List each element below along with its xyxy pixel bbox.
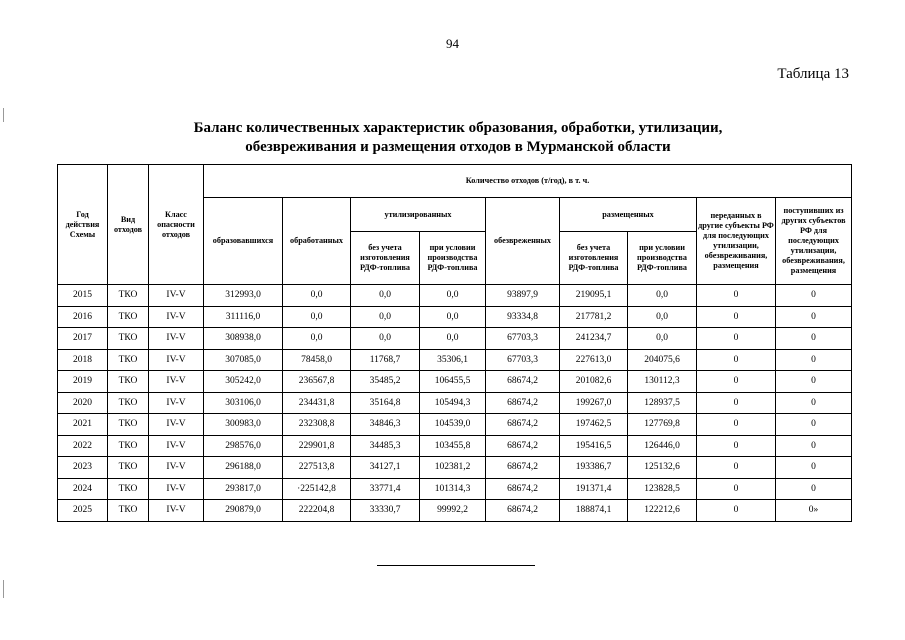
table-cell: 305242,0 (204, 371, 283, 393)
table-cell: 0 (776, 392, 852, 414)
table-cell: 0 (776, 478, 852, 500)
table-row (58, 435, 852, 457)
table-cell: 68674,2 (486, 457, 560, 479)
table-cell: 106455,5 (420, 371, 486, 393)
table-cell: 0,0 (628, 306, 697, 328)
header-utilized: утилизированных (351, 198, 486, 232)
header-neutralized: обезвреженных (486, 198, 560, 285)
table-cell: ТКО (108, 457, 149, 479)
table-cell: 35485,2 (351, 371, 420, 393)
table-cell: 217781,2 (560, 306, 628, 328)
table-cell: 296188,0 (204, 457, 283, 479)
header-generated: образовавшихся (204, 198, 283, 285)
header-transferred: переданных в другие субъекты РФ для последующих утилизации, обезвреживания, размещения (697, 198, 776, 285)
header-placed-without-rdf: без учета изготовления РДФ-топлива (560, 232, 628, 285)
table-cell: 125132,6 (628, 457, 697, 479)
table-cell: ТКО (108, 414, 149, 436)
table-cell: 236567,8 (283, 371, 351, 393)
table-cell: 0 (697, 328, 776, 350)
table-cell: 0 (697, 392, 776, 414)
table-cell: 199267,0 (560, 392, 628, 414)
table-cell: 312993,0 (204, 285, 283, 307)
table-cell: 0,0 (283, 328, 351, 350)
scan-mark (3, 108, 4, 122)
table-cell: 229901,8 (283, 435, 351, 457)
table-row (58, 328, 852, 350)
table-cell: 0 (697, 285, 776, 307)
table-cell: 241234,7 (560, 328, 628, 350)
table-cell: 33330,7 (351, 500, 420, 522)
table-row (58, 478, 852, 500)
table-cell: 2021 (58, 414, 108, 436)
header-utilized-without-rdf: без учета изготовления РДФ-топлива (351, 232, 420, 285)
header-processed: обработанных (283, 198, 351, 285)
table-cell: 0,0 (283, 285, 351, 307)
table-cell: 2020 (58, 392, 108, 414)
table-row (58, 392, 852, 414)
table-cell: ТКО (108, 306, 149, 328)
table-cell: 68674,2 (486, 392, 560, 414)
title-line-1: Баланс количественных характеристик образования, обработки, утилизации, (193, 120, 723, 136)
table-cell: 34846,3 (351, 414, 420, 436)
table-cell: 0 (697, 457, 776, 479)
table-cell: 197462,5 (560, 414, 628, 436)
table-cell: 0,0 (628, 328, 697, 350)
table-cell: 104539,0 (420, 414, 486, 436)
table-cell: 99992,2 (420, 500, 486, 522)
table-cell: 303106,0 (204, 392, 283, 414)
table-cell: 2018 (58, 349, 108, 371)
table-cell: 0 (697, 414, 776, 436)
table-cell: 102381,2 (420, 457, 486, 479)
table-cell: 101314,3 (420, 478, 486, 500)
table-cell: 0 (697, 478, 776, 500)
table-cell: 2024 (58, 478, 108, 500)
table-cell: 126446,0 (628, 435, 697, 457)
table-cell: 0» (776, 500, 852, 522)
table-cell: ТКО (108, 285, 149, 307)
table-cell: IV-V (149, 500, 204, 522)
table-cell: 68674,2 (486, 435, 560, 457)
scan-mark (3, 580, 4, 598)
table-cell: IV-V (149, 392, 204, 414)
table-cell: 68674,2 (486, 478, 560, 500)
table-cell: 227613,0 (560, 349, 628, 371)
header-received: поступивших из других субъектов РФ для последующих утилизации, обезвреживания, размещения (776, 198, 852, 285)
table-cell: 67703,3 (486, 328, 560, 350)
table-cell: 0,0 (351, 306, 420, 328)
table-cell: 298576,0 (204, 435, 283, 457)
table-row (58, 414, 852, 436)
table-cell: 122212,6 (628, 500, 697, 522)
table-cell: 0 (776, 457, 852, 479)
table-cell: 78458,0 (283, 349, 351, 371)
table-cell: 103455,8 (420, 435, 486, 457)
table-cell: 34127,1 (351, 457, 420, 479)
table-cell: 193386,7 (560, 457, 628, 479)
table-cell: 2019 (58, 371, 108, 393)
table-cell: 93897,9 (486, 285, 560, 307)
table-cell: 0 (776, 306, 852, 328)
table-cell: 0 (776, 349, 852, 371)
table-cell: 33771,4 (351, 478, 420, 500)
table-cell: 2016 (58, 306, 108, 328)
header-placed-with-rdf: при условии производства РДФ-топлива (628, 232, 697, 285)
table-cell: 67703,3 (486, 349, 560, 371)
header-year: Год действия Схемы (58, 165, 108, 285)
table-cell: 2015 (58, 285, 108, 307)
table-body (58, 285, 852, 522)
header-hazard-class: Класс опасности отходов (149, 165, 204, 285)
table-cell: 234431,8 (283, 392, 351, 414)
table-cell: IV-V (149, 435, 204, 457)
table-cell: 0 (697, 306, 776, 328)
table-row (58, 349, 852, 371)
table-cell: 35164,8 (351, 392, 420, 414)
table-cell: 201082,6 (560, 371, 628, 393)
table-cell: 128937,5 (628, 392, 697, 414)
table-cell: IV-V (149, 457, 204, 479)
table-cell: 2022 (58, 435, 108, 457)
table-cell: 0,0 (420, 306, 486, 328)
table-cell: 307085,0 (204, 349, 283, 371)
table-cell: 0 (776, 285, 852, 307)
table-cell: 0,0 (420, 285, 486, 307)
table-cell: 0 (776, 371, 852, 393)
header-waste-type: Вид отходов (108, 165, 149, 285)
table-cell: 0,0 (628, 285, 697, 307)
table-cell: 227513,8 (283, 457, 351, 479)
table-cell: 0 (697, 371, 776, 393)
table-cell: ТКО (108, 478, 149, 500)
title-line-2: обезвреживания и размещения отходов в Мурманской области (245, 139, 671, 155)
table-cell: 0 (776, 435, 852, 457)
table-cell: 219095,1 (560, 285, 628, 307)
table-cell: 130112,3 (628, 371, 697, 393)
header-placed: размещенных (560, 198, 697, 232)
table-cell: 204075,6 (628, 349, 697, 371)
table-cell: 123828,5 (628, 478, 697, 500)
table-row (58, 306, 852, 328)
table-cell: IV-V (149, 478, 204, 500)
table-cell: 0 (697, 349, 776, 371)
table-row (58, 285, 852, 307)
table-label: Таблица 13 (777, 66, 849, 82)
table-cell: 68674,2 (486, 371, 560, 393)
table-cell: 232308,8 (283, 414, 351, 436)
table-cell: 311116,0 (204, 306, 283, 328)
table-cell: IV-V (149, 349, 204, 371)
table-cell: 0 (697, 500, 776, 522)
table-cell: 188874,1 (560, 500, 628, 522)
table-cell: 2025 (58, 500, 108, 522)
table-cell: 191371,4 (560, 478, 628, 500)
table-cell: IV-V (149, 328, 204, 350)
table-row (58, 500, 852, 522)
table-cell: 0,0 (420, 328, 486, 350)
table-cell: 68674,2 (486, 500, 560, 522)
table-cell: IV-V (149, 285, 204, 307)
header-quantity: Количество отходов (т/год), в т. ч. (204, 165, 852, 198)
table-cell: 195416,5 (560, 435, 628, 457)
table-cell: 0,0 (351, 328, 420, 350)
table-cell: ·225142,8 (283, 478, 351, 500)
table-cell: ТКО (108, 392, 149, 414)
table-cell: 0,0 (351, 285, 420, 307)
table-cell: 293817,0 (204, 478, 283, 500)
table-row (58, 371, 852, 393)
table-cell: ТКО (108, 435, 149, 457)
table-cell: 2017 (58, 328, 108, 350)
table-cell: 68674,2 (486, 414, 560, 436)
table-cell: 105494,3 (420, 392, 486, 414)
table-cell: 93334,8 (486, 306, 560, 328)
table-cell: IV-V (149, 306, 204, 328)
table-cell: 0 (776, 328, 852, 350)
table-cell: 127769,8 (628, 414, 697, 436)
table-cell: 308938,0 (204, 328, 283, 350)
table-cell: IV-V (149, 371, 204, 393)
footer-divider (377, 565, 535, 566)
table-cell: 0 (776, 414, 852, 436)
document-title (100, 119, 816, 157)
table-cell: 35306,1 (420, 349, 486, 371)
table-cell: IV-V (149, 414, 204, 436)
table-cell: 11768,7 (351, 349, 420, 371)
table-cell: 2023 (58, 457, 108, 479)
table-cell: 290879,0 (204, 500, 283, 522)
table-cell: 222204,8 (283, 500, 351, 522)
table-cell: 34485,3 (351, 435, 420, 457)
page-number: 94 (446, 36, 459, 51)
table-cell: 300983,0 (204, 414, 283, 436)
table-cell: ТКО (108, 349, 149, 371)
table-cell: 0,0 (283, 306, 351, 328)
table-row (58, 457, 852, 479)
table-cell: ТКО (108, 500, 149, 522)
table-cell: ТКО (108, 371, 149, 393)
table-cell: 0 (697, 435, 776, 457)
waste-balance-table (57, 164, 852, 522)
header-utilized-with-rdf: при условии производства РДФ-топлива (420, 232, 486, 285)
table-cell: ТКО (108, 328, 149, 350)
